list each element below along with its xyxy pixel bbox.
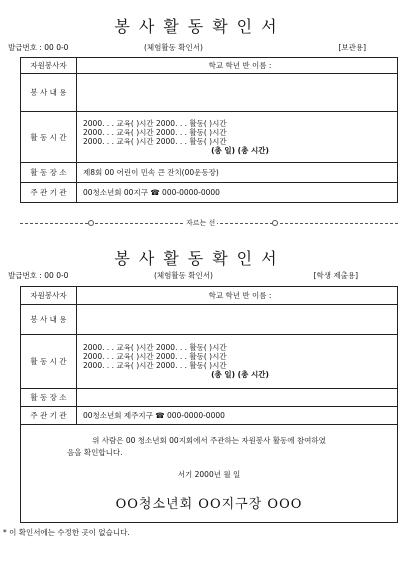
content-label: 봉 사 내 용: [21, 74, 77, 112]
copy-label: [학생 제출용]: [313, 271, 358, 280]
time-line: 2000. . . 교육( )시간 2000. . . 활동( )시간: [83, 136, 227, 146]
content-label: 봉 사 내 용: [21, 305, 77, 335]
org-label: 주 관 기 관: [21, 407, 77, 425]
time-block: [77, 112, 398, 163]
cert-text: 위 사람은 00 청소년회 00지회에서 주관하는 자원봉사 활동에 참여하였: [92, 436, 326, 445]
date-line: 서기 2000년 월 일: [177, 470, 241, 479]
subtitle: (체험활동 확인서): [154, 271, 213, 280]
content-value: [77, 305, 398, 335]
school-line: 학교 학년 반 이름 :: [77, 58, 398, 74]
certification-block: [21, 425, 398, 523]
time-label: 활 동 시 간: [21, 112, 77, 163]
signature-line: OO청소년회 OO지구장 OOO: [115, 497, 303, 512]
volunteer-label: 자원봉사자: [21, 58, 77, 74]
total-line: (총 일) (총 시간): [211, 145, 269, 155]
header-meta: [8, 42, 392, 54]
confirmation-table: [20, 286, 398, 523]
confirmation-table: [20, 57, 398, 203]
org-value: 00청소년회 제주지구 ☎ 000-0000-0000: [77, 407, 398, 425]
document-title: 봉사활동확인서: [114, 249, 286, 268]
content-value: [77, 74, 398, 112]
issue-number: 발급번호 : 00 0-0: [8, 271, 69, 280]
issue-number: 발급번호 : 00 0-0: [8, 43, 69, 52]
time-line: 2000. . . 교육( )시간 2000. . . 활동( )시간: [83, 352, 227, 361]
place-value: [77, 389, 398, 407]
org-value: 00청소년회 00지구 ☎ 000-0000-0000: [77, 183, 398, 203]
subtitle: (체험활동 확인서): [144, 43, 203, 52]
place-label: 활 동 장 소: [21, 163, 77, 183]
document-title: 봉사활동확인서: [114, 17, 286, 36]
circle-mark-icon: [272, 220, 278, 226]
time-line: 2000. . . 교육( )시간 2000. . . 활동( )시간: [83, 127, 227, 137]
place-label: 활 동 장 소: [21, 389, 77, 407]
volunteer-label: 자원봉사자: [21, 287, 77, 305]
copy-label: [보관용]: [338, 43, 366, 52]
time-line: 2000. . . 교육( )시간 2000. . . 활동( )시간: [83, 118, 227, 128]
time-label: 활 동 시 간: [21, 335, 77, 389]
header-meta: [8, 270, 392, 282]
time-line: 2000. . . 교육( )시간 2000. . . 활동( )시간: [83, 343, 227, 352]
time-block: [77, 335, 398, 389]
footnote: * 이 확인서에는 수정한 곳이 없습니다.: [3, 528, 130, 537]
circle-mark-icon: [88, 220, 94, 226]
place-value: 제8회 00 어린이 민속 큰 잔치(00운동장): [77, 163, 398, 183]
school-line: 학교 학년 반 이름 :: [77, 287, 398, 305]
org-label: 주 관 기 관: [21, 183, 77, 203]
cut-line: [20, 219, 398, 227]
total-line: (총 일) (총 시간): [211, 370, 269, 379]
cert-text: 음을 확인합니다.: [67, 448, 123, 457]
time-line: 2000. . . 교육( )시간 2000. . . 활동( )시간: [83, 361, 227, 370]
cut-line-label: 자르는 선: [186, 219, 216, 227]
